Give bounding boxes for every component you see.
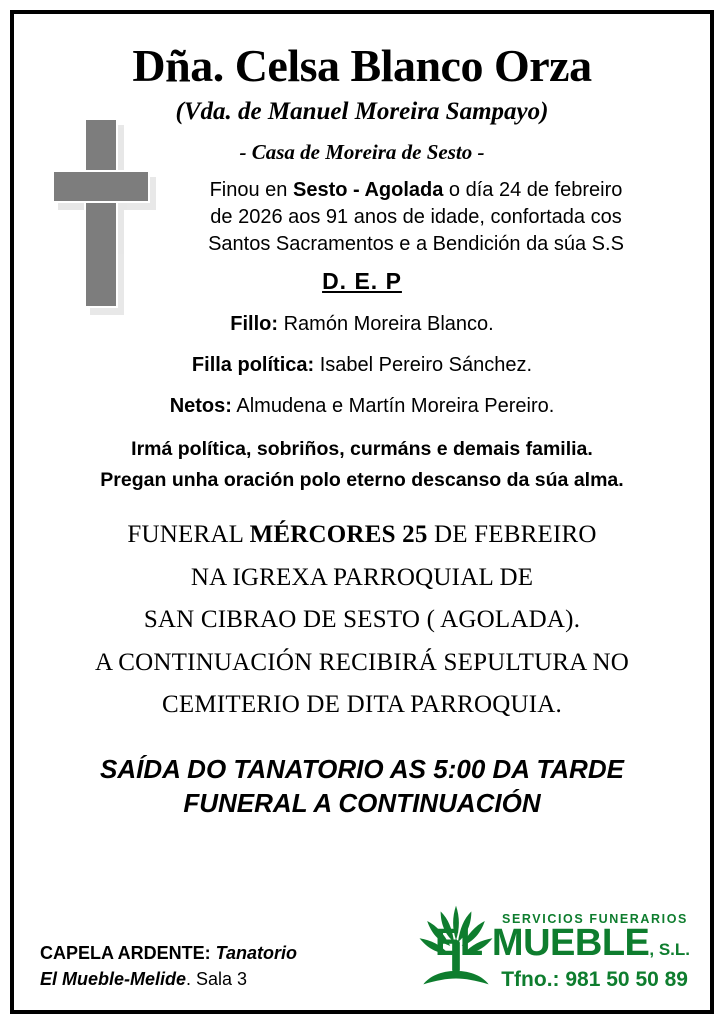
funeral-date: MÉRCORES 25: [249, 521, 428, 549]
chapel-room: . Sala 3: [186, 968, 248, 989]
funeral-line2: NA IGREXA PARROQUIAL DE: [190, 563, 534, 591]
relative-row: [32, 395, 692, 418]
logo-brand-suffix: , S.L.: [649, 940, 690, 959]
departure-post: DA TARDE: [485, 753, 624, 784]
funeral-line1-post: DE FEBREIRO: [427, 521, 597, 549]
company-logo: [380, 890, 690, 998]
family-line: Irmá política, sobriños, curmáns e demais familia.: [131, 438, 593, 461]
chapel-place: Tanatorio: [210, 942, 298, 963]
deceased-name: Dña. Celsa Blanco Orza: [132, 40, 592, 91]
departure-info: [32, 753, 692, 821]
dep-label: D. E. P: [322, 268, 402, 295]
departure-line2: FUNERAL A CONTINUACIÓN: [183, 787, 541, 818]
chapel-place2: El Mueble-Melide: [40, 968, 187, 989]
notice-content: [10, 10, 714, 1014]
house-name-line: - Casa de Moreira de Sesto -: [239, 140, 485, 165]
logo-brand: [435, 922, 690, 965]
prayer-line: Pregan unha oración polo eterno descanso da súa alma.: [100, 469, 624, 492]
cross-shape: [48, 118, 158, 308]
relative-row: [32, 354, 692, 377]
relative-value: Almudena e Martín Moreira Pereiro.: [231, 395, 555, 418]
logo-phone: Tfno.: 981 50 50 89: [501, 968, 688, 991]
chapel-info: [40, 940, 297, 992]
relative-label: Netos:: [169, 395, 232, 418]
funeral-line4: A CONTINUACIÓN RECIBIRÁ SEPULTURA NO: [94, 648, 630, 676]
logo-services-text: SERVICIOS FUNERARIOS: [502, 912, 688, 926]
death-info-line2: de 2026 aos 91 anos de idade, confortada cos: [210, 206, 622, 229]
death-info-pre: Finou en: [209, 179, 293, 202]
logo-brand-name: EL MUEBLE: [435, 922, 650, 964]
widow-of-line: (Vda. de Manuel Moreira Sampayo): [175, 98, 549, 126]
death-place: Sesto - Agolada: [292, 179, 444, 202]
footer: [32, 890, 696, 1000]
funeral-details: [32, 514, 692, 727]
chapel-label: CAPELA ARDENTE:: [40, 942, 211, 963]
departure-time: 5:00: [433, 753, 486, 784]
relative-value: Ramón Moreira Blanco.: [278, 313, 494, 336]
relative-label: Fillo:: [230, 313, 279, 336]
departure-pre: SAÍDA DO TANATORIO AS: [100, 753, 434, 784]
funeral-line5: CEMITERIO DE DITA PARROQUIA.: [162, 691, 562, 719]
funeral-line3: SAN CIBRAO DE SESTO ( AGOLADA).: [143, 606, 581, 634]
relative-value: Isabel Pereiro Sánchez.: [314, 354, 533, 377]
relative-label: Filla política:: [191, 354, 315, 377]
funeral-line1-pre: FUNERAL: [127, 521, 250, 549]
death-info-line3: Santos Sacramentos e a Bendición da súa S.S: [208, 233, 624, 256]
death-info-post: o día 24 de febreiro: [443, 179, 623, 202]
cross-icon: [48, 118, 168, 318]
